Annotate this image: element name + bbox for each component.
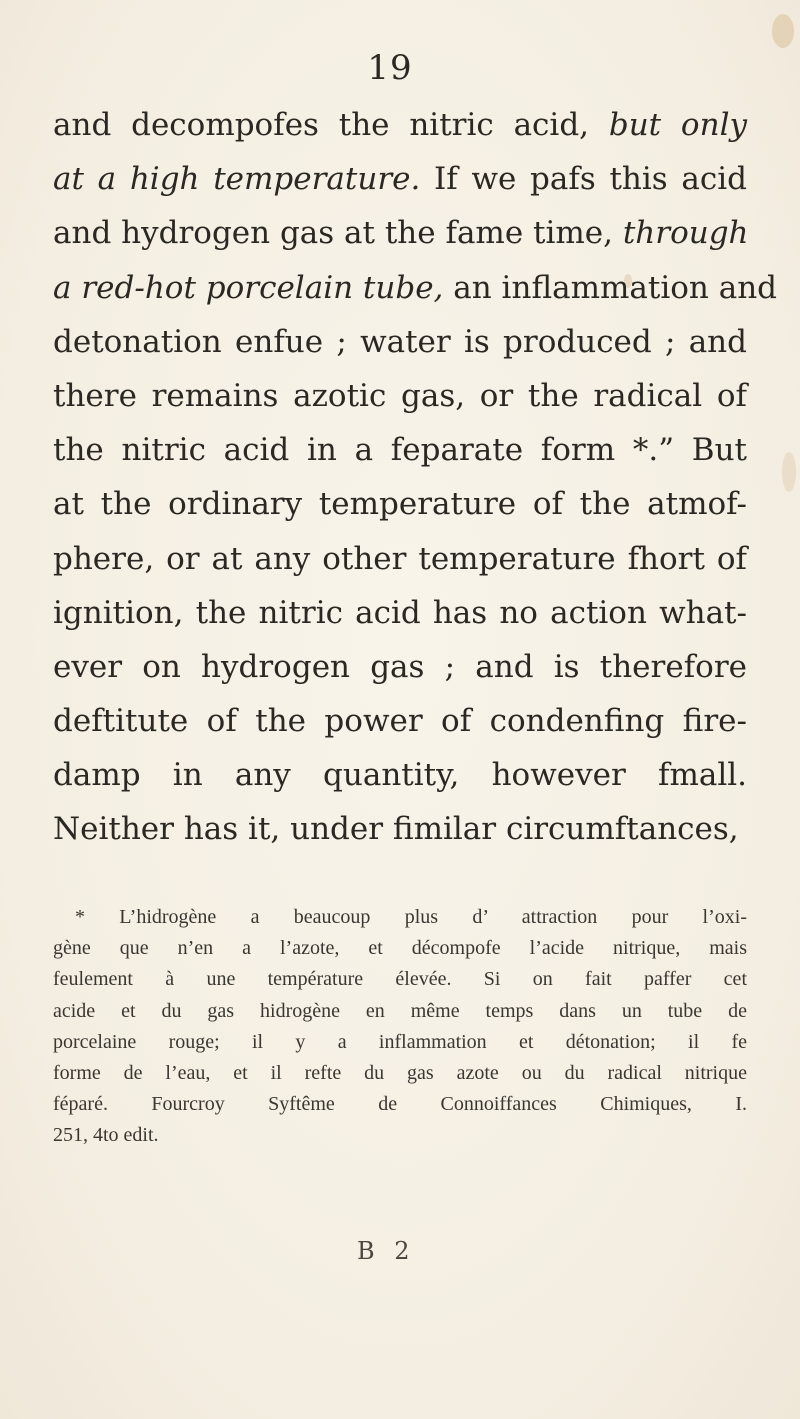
text-line [53,748,747,802]
text-line [53,802,747,856]
text-run: damp in any quantity, however fmall. [53,757,747,794]
page-number: 19 [367,48,413,88]
text-run: ignition, the nitric acid has no action what- [53,594,747,631]
text-run: there remains azotic gas, or the radical of [53,377,747,414]
text-line [53,694,747,748]
text-run: deftitute of the power of condenfing fire- [53,703,747,740]
italic-text: at a high temperature. [53,161,421,198]
text-line [53,369,747,423]
text-run: If we pafs this acid [420,161,747,198]
text-line [53,532,747,586]
italic-text: but only [608,107,747,143]
text-run: detonation enfue ; water is produced ; and [53,323,747,360]
footnote-line: acide et du gas hidrogène en même temps dans un tube de [53,999,747,1022]
text-run: phere, or at any other temperature fhort of [53,540,747,577]
text-line [53,423,747,477]
footnote-line: gène que n’en a l’azote, et décompofe l’acide nitrique, mais [53,937,747,960]
text-run: and hydrogen gas at the fame time, [53,215,623,252]
footnote-line: porcelaine rouge; il y a inflammation et détonation; il fe [53,1030,747,1053]
italic-text: a red-hot porcelain tube, [53,269,444,306]
text-line [53,586,747,640]
text-line [53,477,747,531]
text-run: and decompofes the nitric acid, [53,107,609,143]
footnote-line: féparé. Fourcroy Syftême de Connoiffances Chimiques, I. [53,1093,747,1116]
text-run: the nitric acid in a feparate form *.” But [53,432,747,469]
text-line [53,98,747,152]
footnote-line: feulement à une température élevée. Si on fait paffer cet [53,968,747,991]
footnote-line: forme de l’eau, et il refte du gas azote ou du radical nitrique [53,1061,747,1084]
text-run: ever on hydrogen gas ; and is therefore [53,648,747,685]
footnote-line: * L’hidrogène a beaucoup plus d’ attraction pour l’oxi- [75,906,747,928]
footnote-line: 251, 4to edit. [53,1124,159,1147]
text-line [53,315,747,369]
text-line [53,152,747,206]
footnote [53,902,747,1152]
text-line [53,206,747,260]
paper-stain [782,452,796,492]
text-line [53,261,778,315]
text-run: an inflammation and [443,269,778,306]
text-run: Neither has it, under fimilar circumftances, [53,811,739,848]
paper-stain [772,14,794,48]
italic-text: through [622,215,749,252]
signature-mark: B 2 [357,1237,416,1265]
text-line [53,640,747,694]
text-run: at the ordinary temperature of the atmof- [53,486,747,523]
main-text [53,98,778,857]
